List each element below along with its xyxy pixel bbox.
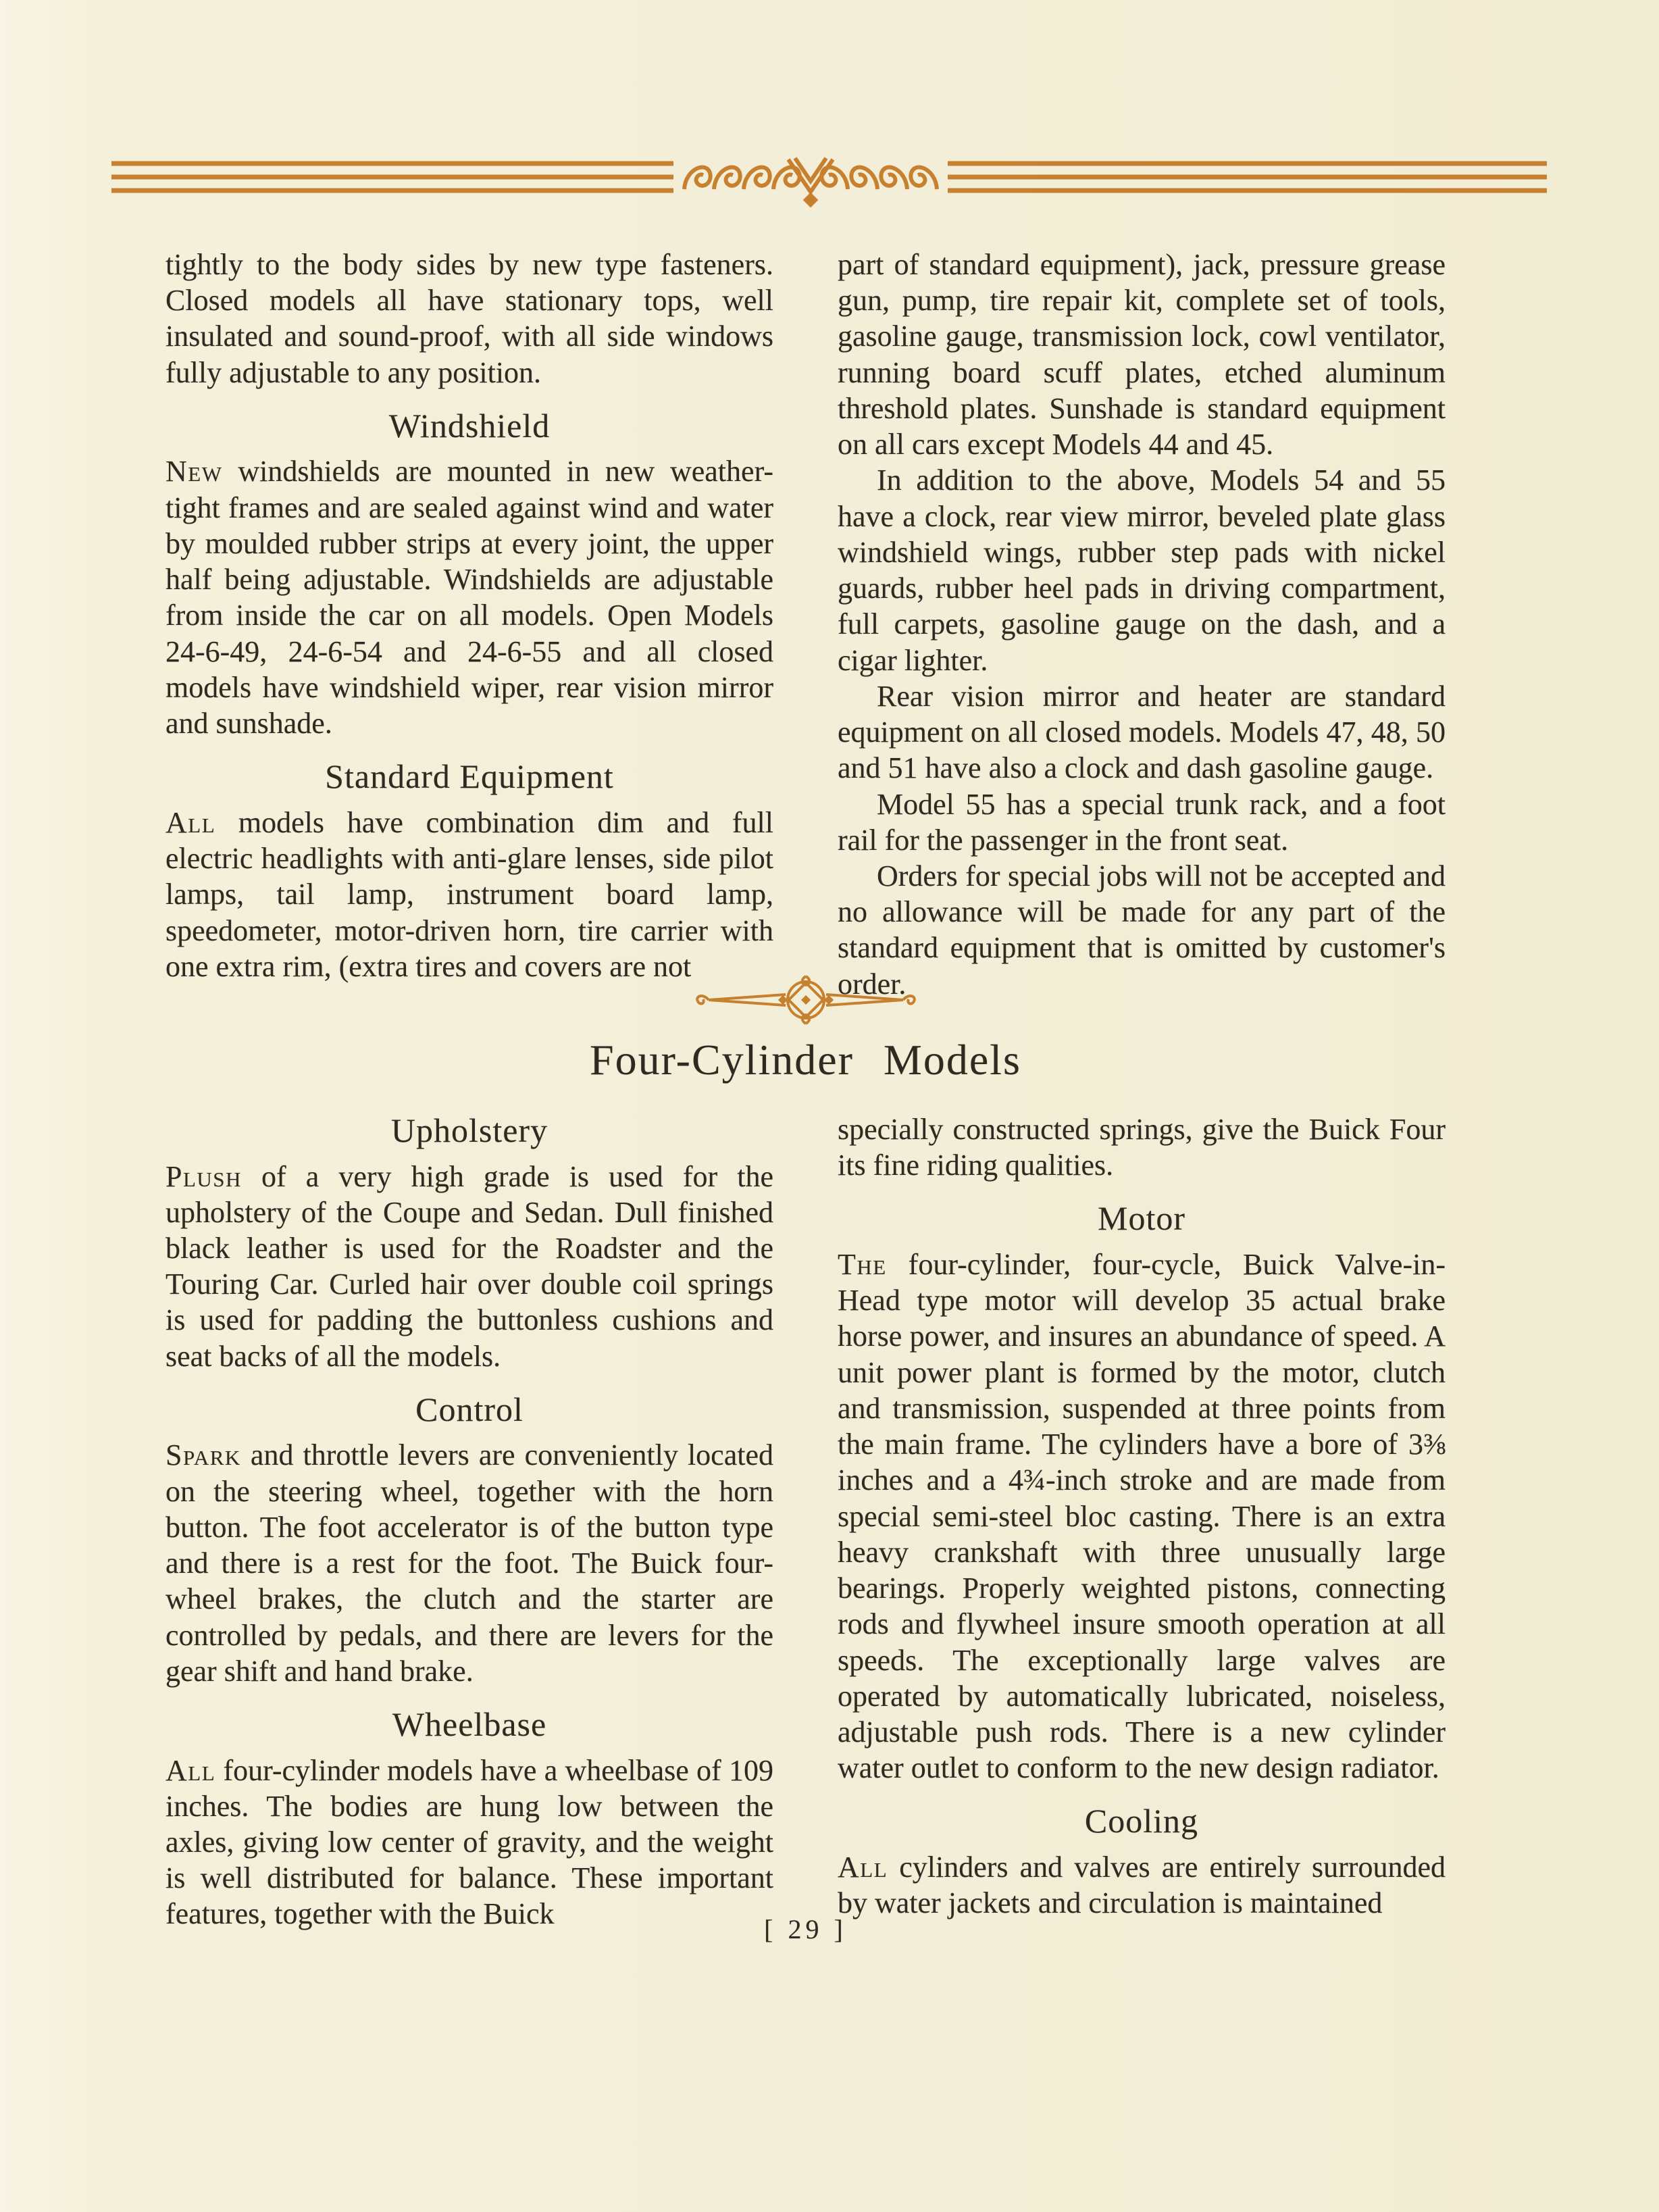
lead-word: All [165, 805, 216, 839]
paragraph-text: of a very high grade is used for the upholstery of the Coupe and Sedan. Dull finished black leather is used for the Roadster and the Touring Car. Curled hair over double coil springs is used for padding the buttonless cushions and seat backs of all the models. [165, 1159, 773, 1373]
springs-continuation-paragraph: specially constructed springs, give the Buick Four its fine riding qualities. [838, 1113, 1446, 1182]
paragraph-text: four-cylinder, four-cycle, Buick Valve-in-Head type motor will develop 35 actual brake horse power, and insures an abundance of speed. A unit power plant is formed by the motor, clutch and transmission, suspended at three points from the main frame. The cylinders have a bore of 3⅜ inches and a 4¾-inch stroke and are made from special semi-steel bloc casting. There is an extra heavy crankshaft with three unusually large bearings. Properly weighted pistons, connecting rods and flywheel insure smooth operation at all speeds. The exceptionally large valves are operated by automatically lubricated, noiseless, adjustable push rods. There is a new cylinder water outlet to conform to the new design radiator. [838, 1247, 1446, 1785]
upper-columns [165, 247, 1446, 1002]
lower-columns [165, 1111, 1446, 1932]
standard-equipment-paragraph [165, 805, 773, 984]
cooling-heading: Cooling [1084, 1802, 1199, 1840]
lead-word: All [838, 1850, 888, 1884]
windshield-paragraph [165, 453, 773, 741]
wheelbase-paragraph [165, 1753, 773, 1932]
lead-word: Spark [165, 1438, 241, 1472]
wheelbase-heading: Wheelbase [392, 1705, 547, 1744]
control-paragraph [165, 1437, 773, 1689]
special-orders-paragraph: Orders for special jobs will not be accepted and no allowance will be made for any part of the standard equipment that is omitted by customer's order. [838, 859, 1446, 1001]
divider-medallion-icon [691, 972, 921, 1028]
lower-right-column [838, 1111, 1446, 1932]
paragraph-text: and throttle levers are conveniently located on the steering wheel, together with the horn button. The foot accelerator is of the button type and there is a rest for the foot. The Buick four-wheel brakes, the clutch and the starter are controlled by pedals, and there are levers for the gear shift and hand brake. [165, 1438, 773, 1688]
control-heading: Control [415, 1390, 524, 1428]
header-flourish-rule-icon [111, 153, 1547, 217]
section-title-block [165, 972, 1446, 1085]
models-54-55-paragraph: In addition to the above, Models 54 and 55 have a clock, rear view mirror, beveled plate glass windshield wings, rubber step pads with nickel guards, rubber heel pads in driving compartment, full carpets, gasoline gauge on the dash, and a cigar lighter. [838, 463, 1446, 677]
equipment-continuation-paragraph: part of standard equipment), jack, pressure grease gun, pump, tire repair kit, complete set of tools, gasoline gauge, transmission lock, cowl ventilator, running board scuff plates, etched aluminum threshold plates. Sunshade is standard equipment on all cars except Models 44 and 45. [838, 248, 1446, 461]
upper-right-column [838, 247, 1446, 1002]
model-55-paragraph: Model 55 has a special trunk rack, and a foot rail for the passenger in the front seat. [838, 787, 1446, 857]
body-continuation-paragraph: tightly to the body sides by new type fasteners. Closed models all have stationary tops, well insulated and sound-proof, with all side windows fully adjustable to any position. [165, 248, 773, 389]
paragraph-text: windshields are mounted in new weather-tight frames and are sealed against wind and water by moulded rubber strips at every joint, the upper half being adjustable. Windshields are adjustable from inside the car on all models. Open Models 24-6-49, 24-6-54 and 24-6-55 and all closed models have windshield wiper, rear vision mirror and sunshade. [165, 455, 773, 740]
upper-left-column [165, 247, 773, 1002]
standard-equipment-heading: Standard Equipment [325, 757, 614, 796]
lower-left-column [165, 1111, 773, 1932]
paragraph-text: cylinders and valves are entirely surrounded by water jackets and circulation is maintained [838, 1850, 1446, 1920]
lead-word: Plush [165, 1159, 242, 1193]
four-cylinder-models-title: Four-Cylinder Models [590, 1036, 1021, 1084]
upholstery-heading: Upholstery [390, 1111, 548, 1149]
motor-heading: Motor [1098, 1199, 1185, 1238]
windshield-heading: Windshield [388, 406, 551, 445]
cooling-paragraph [838, 1849, 1446, 1921]
lead-word: The [838, 1247, 887, 1281]
upholstery-paragraph [165, 1159, 773, 1374]
motor-paragraph [838, 1247, 1446, 1786]
paragraph-text: models have combination dim and full electric headlights with anti-glare lenses, side pilot lamps, tail lamp, instrument board lamp, speedometer, motor-driven horn, tire carrier with one extra rim, (extra tires and covers are not [165, 805, 773, 983]
lead-word: All [165, 1753, 216, 1787]
closed-models-paragraph: Rear vision mirror and heater are standard equipment on all closed models. Models 47, 48, 50 and 51 have also a clock and dash gasoline gauge. [838, 679, 1446, 785]
lead-word: New [165, 455, 223, 488]
paragraph-text: four-cylinder models have a wheelbase of 109 inches. The bodies are hung low between the axles, giving low center of gravity, and the weight is well distributed for balance. These important features, together with the Buick [165, 1753, 773, 1931]
page-number: [ 29 ] [764, 1914, 847, 1944]
